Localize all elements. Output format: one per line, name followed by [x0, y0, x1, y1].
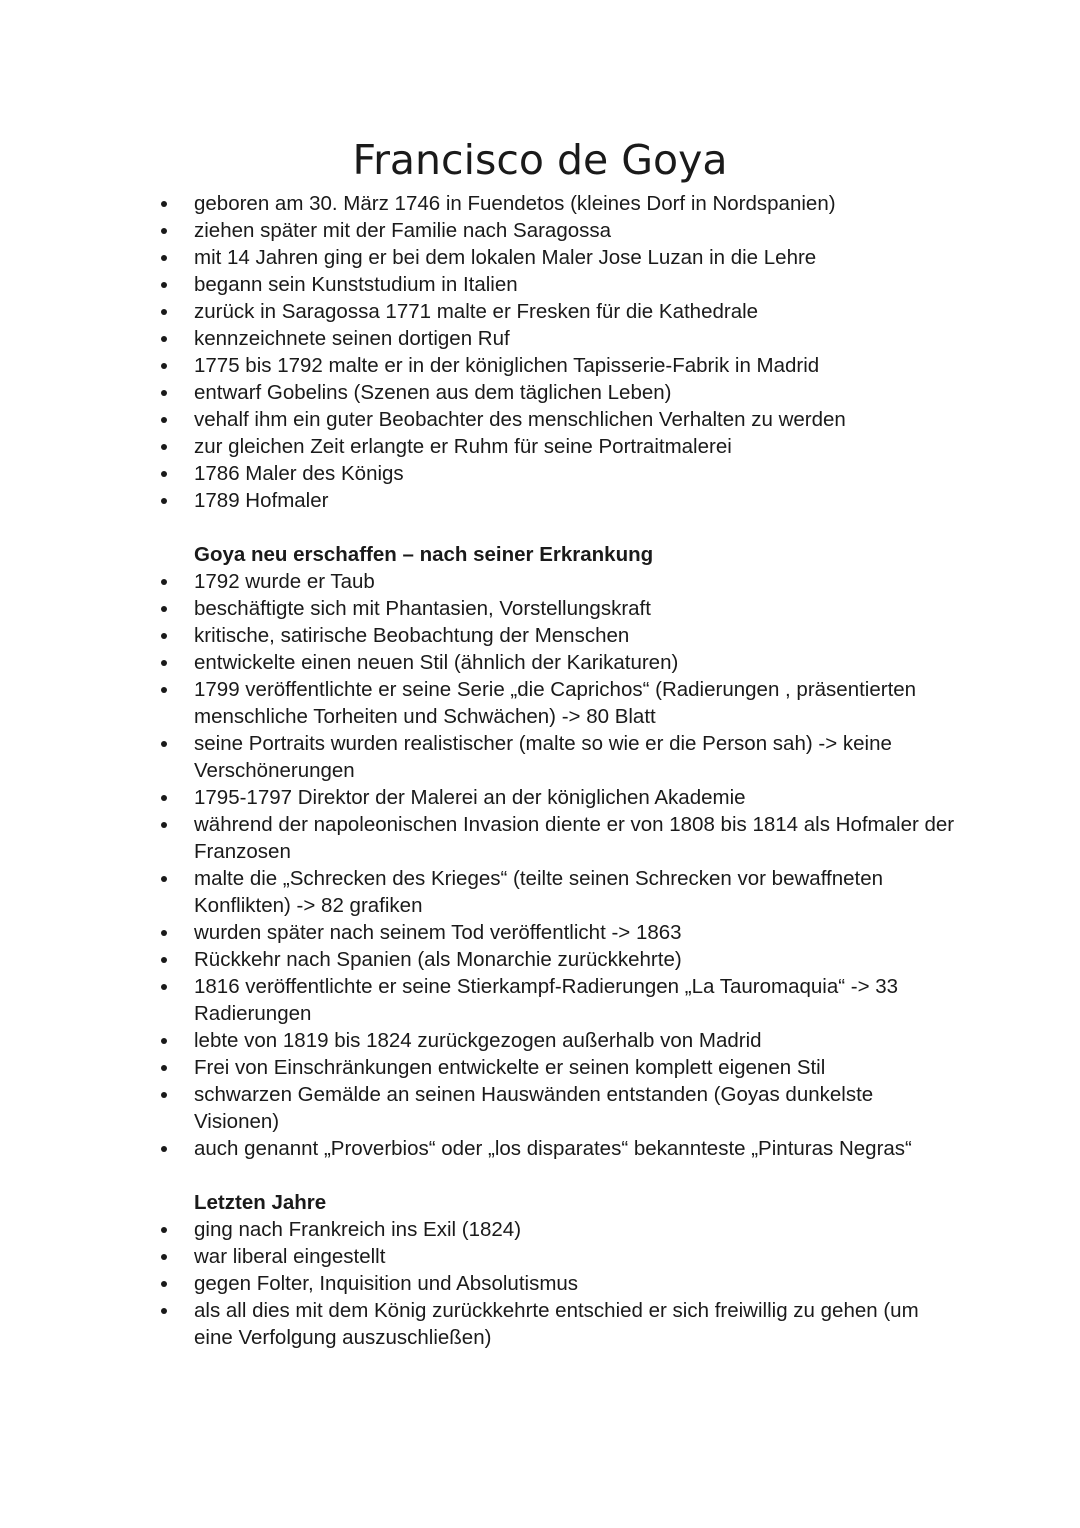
list-item-text: kennzeichnete seinen dortigen Ruf	[194, 327, 510, 350]
bullet-icon	[161, 606, 167, 612]
bullet-icon	[161, 390, 167, 396]
bullet-icon	[161, 471, 167, 477]
list-item	[0, 946, 1080, 973]
bullet-icon	[161, 1038, 167, 1044]
bullet-icon	[161, 498, 167, 504]
list-item-text: Frei von Einschränkungen entwickelte er seinen komplett eigenen Stil	[194, 1056, 826, 1079]
bullet-icon	[161, 1308, 167, 1314]
bullet-icon	[161, 309, 167, 315]
list-item	[0, 1081, 1080, 1135]
list-item	[0, 973, 1080, 1027]
list-item	[0, 622, 1080, 649]
list-item-text: Rückkehr nach Spanien (als Monarchie zurückkehrte)	[194, 948, 682, 971]
section-heading-illness: Goya neu erschaffen – nach seiner Erkrankung	[194, 543, 654, 566]
bullet-icon	[161, 363, 167, 369]
list-item	[0, 298, 1080, 325]
list-item	[0, 595, 1080, 622]
list-item	[0, 433, 1080, 460]
list-item	[0, 1297, 1080, 1351]
list-item-text: 1786 Maler des Königs	[194, 462, 404, 485]
page-title: Francisco de Goya	[352, 136, 728, 184]
bullet-icon	[161, 1281, 167, 1287]
list-item	[0, 784, 1080, 811]
list-item-text: vehalf ihm ein guter Beobachter des menschlichen Verhalten zu werden	[194, 408, 846, 431]
bullet-icon	[161, 930, 167, 936]
list-item	[0, 919, 1080, 946]
bullet-icon	[161, 255, 167, 261]
list-item-text: gegen Folter, Inquisition und Absolutismus	[194, 1272, 579, 1295]
bullet-icon	[161, 201, 167, 207]
list-item-text: 1795-1797 Direktor der Malerei an der königlichen Akademie	[194, 786, 746, 809]
list-item	[0, 1054, 1080, 1081]
list-item-text: als all dies mit dem König zurückkehrte entschied er sich freiwillig zu gehen (um eine Verfolgung auszuschließen)	[194, 1299, 919, 1349]
bullet-icon	[161, 741, 167, 747]
list-item-text: lebte von 1819 bis 1824 zurückgezogen außerhalb von Madrid	[194, 1029, 762, 1052]
bullet-icon	[161, 1227, 167, 1233]
bullet-icon	[161, 876, 167, 882]
list-item	[0, 406, 1080, 433]
list-item-text: 1789 Hofmaler	[194, 489, 329, 512]
list-item-text: auch genannt „Proverbios“ oder „los disparates“ bekannteste „Pinturas Negras“	[194, 1137, 912, 1160]
illness-list	[0, 568, 1080, 1162]
list-item-text: wurden später nach seinem Tod veröffentlicht -> 1863	[194, 921, 682, 944]
list-item-text: kritische, satirische Beobachtung der Menschen	[194, 624, 630, 647]
list-item-text: ging nach Frankreich ins Exil (1824)	[194, 1218, 522, 1241]
list-item	[0, 244, 1080, 271]
list-item	[0, 649, 1080, 676]
bullet-icon	[161, 687, 167, 693]
list-item-text: begann sein Kunststudium in Italien	[194, 273, 518, 296]
list-item	[0, 568, 1080, 595]
list-item-text: 1799 veröffentlichte er seine Serie „die Caprichos“ (Radierungen , präsentierten menschliche Torheiten und Schwächen) -> 80 Blatt	[194, 678, 917, 728]
bullet-icon	[161, 660, 167, 666]
list-item	[0, 271, 1080, 298]
list-item	[0, 676, 1080, 730]
bullet-icon	[161, 579, 167, 585]
list-item	[0, 1216, 1080, 1243]
list-item	[0, 730, 1080, 784]
bullet-icon	[161, 417, 167, 423]
bullet-icon	[161, 228, 167, 234]
bullet-icon	[161, 444, 167, 450]
bullet-icon	[161, 822, 167, 828]
list-item-text: zur gleichen Zeit erlangte er Ruhm für seine Portraitmalerei	[194, 435, 732, 458]
list-item-text: malte die „Schrecken des Krieges“ (teilte seinen Schrecken vor bewaffneten Konflikten) -> 82 grafiken	[194, 867, 884, 917]
list-item-text: beschäftigte sich mit Phantasien, Vorstellungskraft	[194, 597, 651, 620]
list-item-text: 1775 bis 1792 malte er in der königlichen Tapisserie-Fabrik in Madrid	[194, 354, 820, 377]
list-item-text: 1816 veröffentlichte er seine Stierkampf-Radierungen „La Tauromaquia“ -> 33 Radierungen	[194, 975, 899, 1025]
list-item	[0, 811, 1080, 865]
list-item	[0, 865, 1080, 919]
list-item	[0, 1270, 1080, 1297]
bullet-icon	[161, 957, 167, 963]
list-item-text: 1792 wurde er Taub	[194, 570, 375, 593]
bullet-icon	[161, 282, 167, 288]
bullet-icon	[161, 1254, 167, 1260]
list-item-text: geboren am 30. März 1746 in Fuendetos (kleines Dorf in Nordspanien)	[194, 192, 836, 215]
document-body	[0, 190, 1080, 1351]
list-item	[0, 460, 1080, 487]
list-item	[0, 190, 1080, 217]
bullet-icon	[161, 633, 167, 639]
list-item	[0, 487, 1080, 514]
list-item	[0, 1027, 1080, 1054]
bullet-icon	[161, 984, 167, 990]
bullet-icon	[161, 1146, 167, 1152]
list-item	[0, 1135, 1080, 1162]
list-item-text: schwarzen Gemälde an seinen Hauswänden entstanden (Goyas dunkelste Visionen)	[194, 1083, 874, 1133]
section-heading-last-years: Letzten Jahre	[194, 1191, 327, 1214]
list-item-text: mit 14 Jahren ging er bei dem lokalen Maler Jose Luzan in die Lehre	[194, 246, 817, 269]
list-item	[0, 352, 1080, 379]
list-item-text: entwickelte einen neuen Stil (ähnlich der Karikaturen)	[194, 651, 679, 674]
last-years-list	[0, 1216, 1080, 1351]
list-item-text: war liberal eingestellt	[194, 1245, 386, 1268]
list-item	[0, 1243, 1080, 1270]
bullet-icon	[161, 336, 167, 342]
list-item-text: entwarf Gobelins (Szenen aus dem täglichen Leben)	[194, 381, 672, 404]
list-item-text: zurück in Saragossa 1771 malte er Fresken für die Kathedrale	[194, 300, 759, 323]
bullet-icon	[161, 1092, 167, 1098]
list-item	[0, 217, 1080, 244]
list-item-text: seine Portraits wurden realistischer (malte so wie er die Person sah) -> keine Verschönerungen	[194, 732, 892, 782]
list-item	[0, 325, 1080, 352]
list-item-text: während der napoleonischen Invasion diente er von 1808 bis 1814 als Hofmaler der Franzosen	[194, 813, 955, 863]
bullet-icon	[161, 1065, 167, 1071]
bullet-icon	[161, 795, 167, 801]
biography-list	[0, 190, 1080, 514]
list-item	[0, 379, 1080, 406]
list-item-text: ziehen später mit der Familie nach Saragossa	[194, 219, 612, 242]
